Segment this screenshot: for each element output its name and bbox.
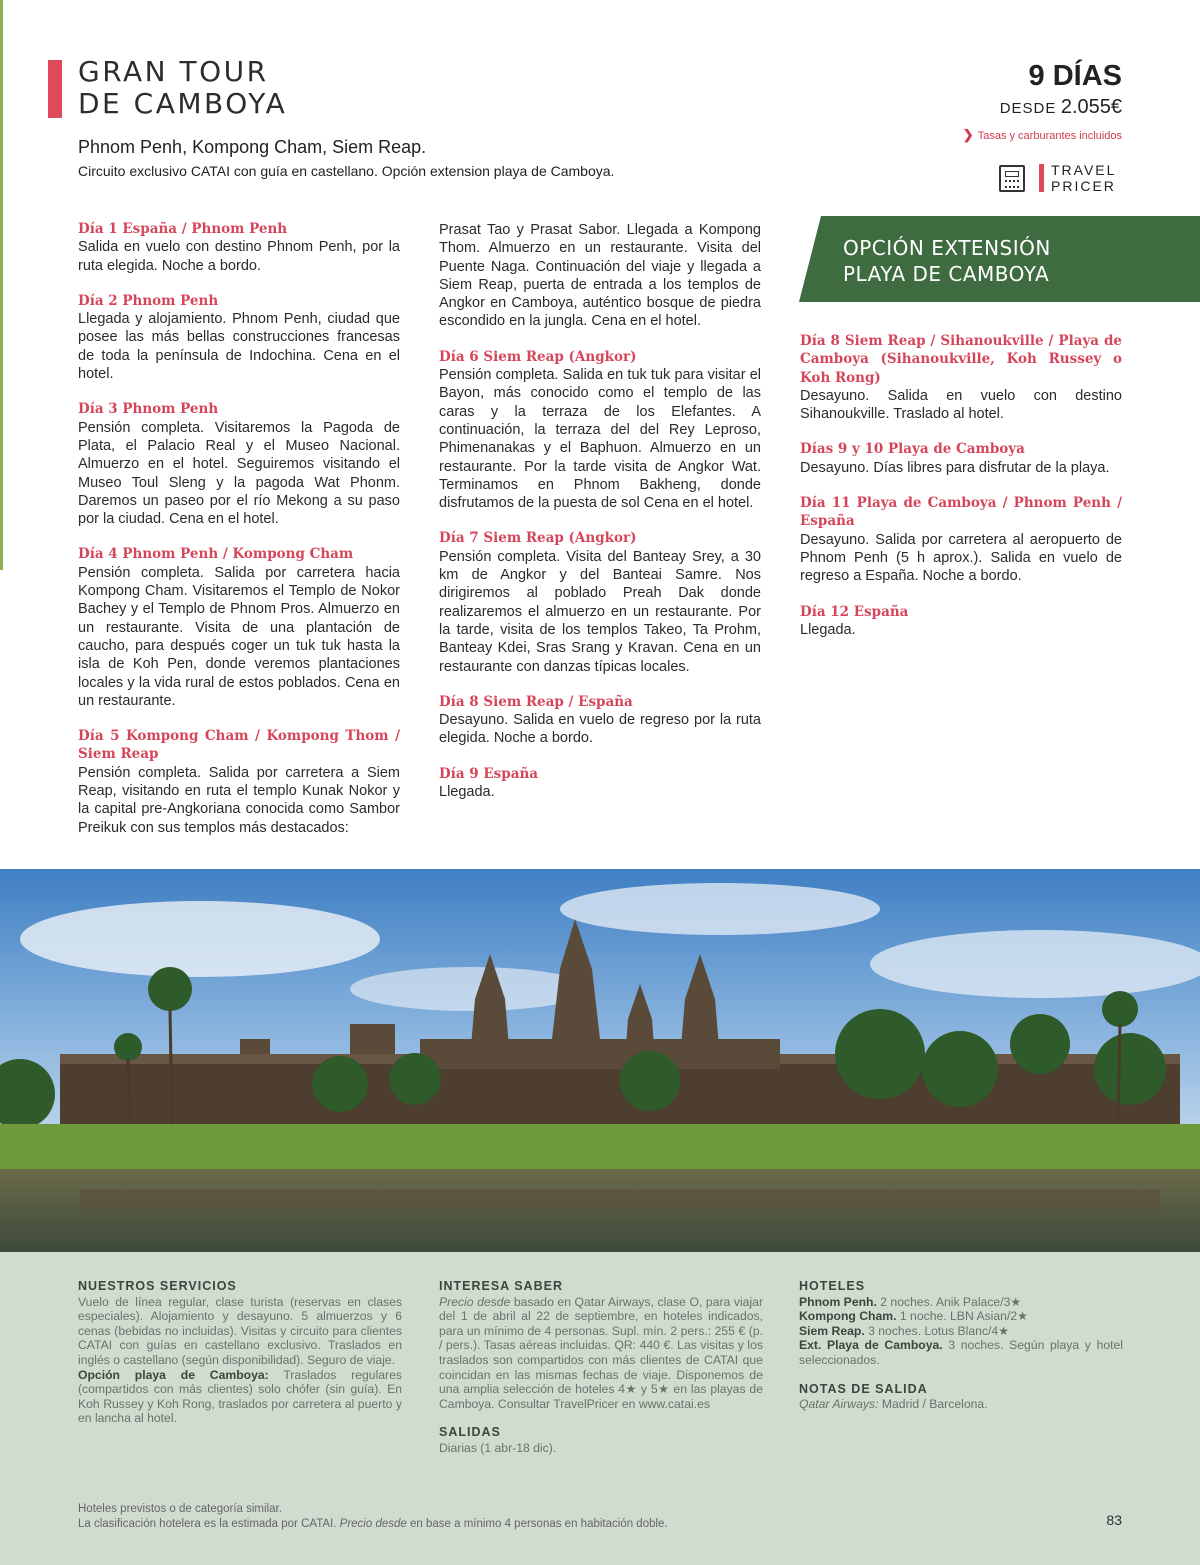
hotel-detail: 3 noches. Lotus Blanc/4★ bbox=[868, 1323, 1010, 1338]
day-heading: Día 5 Kompong Cham / Kompong Thom / Siem Reap bbox=[78, 728, 400, 763]
price-block bbox=[1000, 96, 1122, 119]
day-text: Pensión completa. Visitaremos la Pagoda de Plata, el Palacio Real y el Museo Nacional. Almuerzo en el hotel. Seguiremos visitando el Museo Toul Sleng y la pagoda Wat Phonm. Daremos un paseo por el río Mekong a su paso por la ciudad. Cena en el hotel. bbox=[78, 419, 400, 528]
title-line-2: DE CAMBOYA bbox=[78, 87, 288, 120]
day-heading: Día 8 Siem Reap / Sihanoukville / Playa de Camboya (Sihanoukville, Koh Russey o Koh Rong) bbox=[800, 333, 1122, 386]
itinerary-day bbox=[78, 727, 400, 837]
day-text: Llegada. bbox=[800, 621, 856, 638]
calculator-icon bbox=[999, 165, 1025, 192]
day-text: Pensión completa. Salida por carretera hacia Kompong Cham. Visitaremos el Templo de Nokor Bachey y el Templo de Phnom Pros. Almuerzo en un restaurante. Visita de una plantación de caucho, para después coger un tuk tuk hasta la isla de Koh Pen, donde veremos plantaciones locales y la vida rural de estos poblados. Cena en un restaurante. bbox=[78, 564, 400, 709]
precio-desde-italic: Precio desde bbox=[439, 1294, 511, 1309]
opcion-playa-text bbox=[78, 1368, 402, 1426]
interesa-detail: basado en Qatar Airways, clase O, para viajar del 1 de abril al 22 de septiembre, en hoteles indicados, para un mínimo de 4 personas. Supl. mín. 2 pers.: 255 € (p. / pers.). Tasas aéreas incluidas. QR: 440 €. Las visitas y los traslados son compartidos con más clientes de CATAI que coincidan en las mismas fechas de viaje. Disponemos de una amplia selección de hoteles 4★ y 5★ en las playas de Camboya. Consultar TravelPricer en www.catai.es bbox=[439, 1294, 763, 1411]
itinerary-column-1 bbox=[78, 220, 400, 854]
itinerary-day bbox=[800, 494, 1122, 585]
notas-text bbox=[799, 1397, 1123, 1412]
itinerary-day bbox=[78, 545, 400, 710]
hotel-entry bbox=[799, 1309, 1123, 1324]
day-text: Llegada. bbox=[439, 784, 495, 801]
interesa-section bbox=[439, 1279, 763, 1456]
day-text: Pensión completa. Visita del Banteay Srey, a 30 km de Angkor y del Banteai Samre. Nos dirigiremos al poblado Preah Dak donde realizaremos el almuerzo en un restaurante. Por la tarde, visita de los templos Takeo, Ta Prohm, Banteay Kdei, Sras Srang y Kravan. Cena en un restaurante con danzas típicas locales. bbox=[439, 548, 761, 675]
notas-heading: NOTAS DE SALIDA bbox=[799, 1381, 928, 1396]
itinerary-day bbox=[800, 440, 1122, 477]
day-heading: Día 3 Phnom Penh bbox=[78, 401, 219, 418]
day-heading: Día 7 Siem Reap (Angkor) bbox=[439, 530, 637, 547]
day-heading: Día 9 España bbox=[439, 765, 539, 782]
hoteles-section bbox=[799, 1279, 1123, 1412]
hotel-city: Kompong Cham. bbox=[799, 1309, 897, 1324]
day-5-continuation: Prasat Tao y Prasat Sabor. Llegada a Kompong Thom. Almuerzo en un restaurante. Visita del Puente Naga. Continuación del viaje y llegada a Siem Reap, puerta de entrada a los templos de Angkor en Camboya, auténtico bosque de piedra escondido en la jungla. Cena en el hotel. bbox=[439, 222, 761, 330]
day-heading: Día 8 Siem Reap / España bbox=[439, 693, 633, 710]
servicios-heading: NUESTROS SERVICIOS bbox=[78, 1279, 237, 1293]
travel-pricer-line2: PRICER bbox=[1051, 178, 1116, 194]
hotel-city: Phnom Penh. bbox=[799, 1294, 877, 1309]
footnote-line2 bbox=[78, 1517, 668, 1532]
page-title bbox=[78, 56, 287, 120]
left-accent-strip bbox=[0, 0, 3, 570]
salidas-text: Diarias (1 abr-18 dic). bbox=[439, 1440, 557, 1455]
day-text: Desayuno. Salida en vuelo con destino Sihanoukville. Traslado al hotel. bbox=[800, 387, 1122, 423]
itinerary-day bbox=[800, 603, 1122, 640]
servicios-text: Vuelo de línea regular, clase turista (reservas en clases especiales). Alojamiento y desayuno. 5 almuerzos y 6 cenas (bebidas no incluidas). Visitas y circuito para clientes CATAI con guías en castellano exclusivo. Traslados en inglés o castellano (según disponibilidad). Seguro de viaje. bbox=[78, 1294, 402, 1367]
day-heading: Día 1 España / Phnom Penh bbox=[78, 221, 288, 237]
extension-banner-title bbox=[843, 235, 1051, 287]
hotel-entry bbox=[799, 1338, 1123, 1367]
price-value: 2.055€ bbox=[1060, 96, 1122, 118]
hotel-detail: 3 noches. Según playa y hotel seleccionados. bbox=[799, 1338, 1123, 1367]
day-text: Pensión completa. Salida en tuk tuk para visitar el Bayon, más conocido como el templo de las caras y la terraza de los Elefantes. A continuación, la terraza del del Rey Leproso, Phimenanakas y el Baphuon. Almuerzo en un restaurante. Por la tarde visita de Angkor Wat. Terminamos en Phnom Bakheng, donde disfrutamos de la puesta de sol Cena en el hotel. bbox=[439, 367, 761, 512]
day-heading: Día 6 Siem Reap (Angkor) bbox=[439, 348, 637, 365]
extension-banner-line1: OPCIÓN EXTENSIÓN bbox=[843, 236, 1051, 260]
itinerary-day bbox=[78, 292, 400, 383]
day-heading: Día 11 Playa de Camboya / Phnom Penh / España bbox=[800, 495, 1122, 530]
footnote-line2-b: Precio desde bbox=[339, 1517, 407, 1530]
travel-pricer-logo[interactable] bbox=[1051, 162, 1116, 194]
hotel-detail: 1 noche. LBN Asian/2★ bbox=[899, 1309, 1029, 1324]
footnote-line1: Hoteles previstos o de categoría similar. bbox=[78, 1503, 282, 1515]
hotel-city: Ext. Playa de Camboya. bbox=[799, 1338, 943, 1353]
itinerary-day bbox=[439, 529, 761, 675]
taxes-note bbox=[963, 127, 1122, 143]
itinerary-day bbox=[439, 348, 761, 513]
travel-pricer-bar bbox=[1039, 164, 1044, 192]
itinerary-day bbox=[78, 400, 400, 528]
day-text: Desayuno. Días libres para disfrutar de la playa. bbox=[800, 459, 1110, 476]
extension-column bbox=[800, 332, 1122, 656]
day-text: Salida en vuelo con destino Phnom Penh, por la ruta elegida. Noche a bordo. bbox=[78, 239, 400, 274]
trip-duration: 9 DÍAS bbox=[1028, 60, 1122, 92]
salidas-heading: SALIDAS bbox=[439, 1425, 501, 1440]
hotel-detail: 2 noches. Anik Palace/3★ bbox=[880, 1294, 1022, 1309]
day-heading: Día 12 España bbox=[800, 603, 909, 620]
day-text: Desayuno. Salida por carretera al aeropuerto de Phnom Penh (5 h aprox.). Salida en vuelo de regreso a España. Noche a bordo. bbox=[800, 531, 1122, 585]
servicios-section bbox=[78, 1279, 402, 1426]
day-heading: Días 9 y 10 Playa de Camboya bbox=[800, 441, 1025, 458]
notas-airline: Qatar Airways: bbox=[799, 1397, 879, 1412]
hoteles-heading: HOTELES bbox=[799, 1279, 866, 1293]
footnote-line2-a: La clasificación hotelera es la estimada por CATAI. bbox=[78, 1517, 337, 1530]
day-heading: Día 4 Phnom Penh / Kompong Cham bbox=[78, 546, 354, 563]
itinerary-day bbox=[439, 765, 761, 802]
day-heading: Día 2 Phnom Penh bbox=[78, 292, 219, 309]
hotel-city: Siem Reap. bbox=[799, 1323, 865, 1338]
day-text: Desayuno. Salida en vuelo de regreso por la ruta elegida. Noche a bordo. bbox=[439, 712, 761, 747]
circuit-description: Circuito exclusivo CATAI con guía en castellano. Opción extension playa de Camboya. bbox=[78, 163, 615, 179]
route-subtitle: Phnom Penh, Kompong Cham, Siem Reap. bbox=[78, 137, 427, 157]
angkor-wat-photo bbox=[0, 869, 1200, 1252]
travel-pricer-line1: TRAVEL bbox=[1051, 162, 1117, 178]
hotel-entry bbox=[799, 1295, 1123, 1310]
opcion-playa-detail: Traslados regulares (compartidos con más clientes) solo chófer (sin guía). En Koh Russey y Koh Rong, traslados por carretera al puerto y en lancha al hotel. bbox=[78, 1367, 402, 1426]
footnote bbox=[78, 1502, 668, 1531]
taxes-note-text: Tasas y carburantes incluidos bbox=[977, 130, 1122, 142]
desde-label: DESDE bbox=[999, 100, 1057, 117]
hotel-entry bbox=[799, 1324, 1123, 1339]
title-accent-bar bbox=[48, 60, 62, 118]
interesa-heading: INTERESA SABER bbox=[439, 1279, 563, 1293]
interesa-text bbox=[439, 1295, 763, 1412]
itinerary-day bbox=[439, 693, 761, 748]
day-text: Pensión completa. Salida por carretera a Siem Reap, visitando en ruta el templo Kunak Nokor y la capital pre-Angkoriana conocida como Sambor Preikuk con sus templos más destacados: bbox=[78, 764, 400, 836]
page-number: 83 bbox=[1106, 1512, 1122, 1528]
itinerary-day bbox=[78, 220, 400, 275]
day-text: Llegada y alojamiento. Phnom Penh, ciudad que posee las más bellas construcciones francesas de toda la península de Indochina. Cena en el hotel. bbox=[78, 311, 400, 383]
opcion-playa-label: Opción playa de Camboya: bbox=[78, 1367, 269, 1382]
itinerary-day bbox=[800, 332, 1122, 423]
itinerary-column-2 bbox=[439, 221, 761, 818]
notas-detail: Madrid / Barcelona. bbox=[881, 1397, 988, 1412]
extension-banner-line2: PLAYA DE CAMBOYA bbox=[843, 262, 1050, 286]
footnote-line2-c: en base a mínimo 4 personas en habitación doble. bbox=[409, 1517, 668, 1530]
chevron-right-icon: ❯ bbox=[962, 127, 974, 142]
title-line-1: GRAN TOUR bbox=[78, 55, 269, 88]
